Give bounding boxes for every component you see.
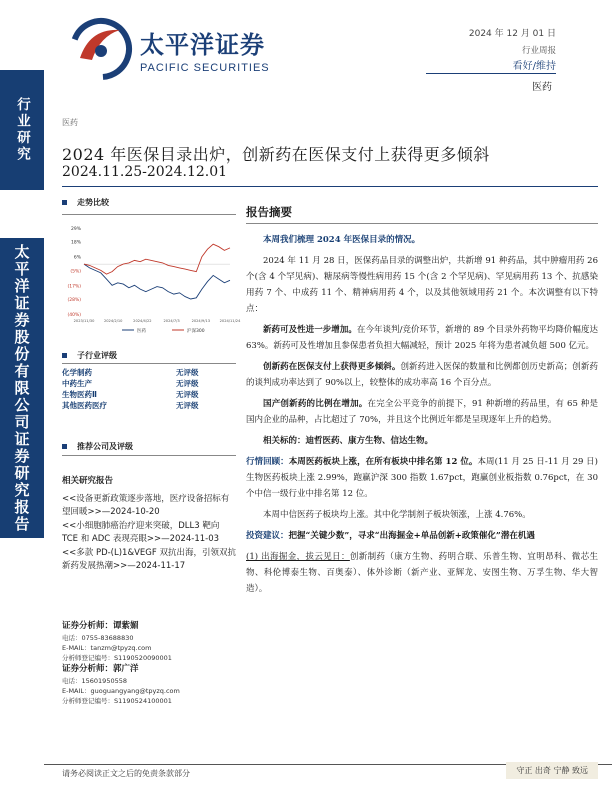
summary-paragraph	[246, 396, 598, 428]
chart-y-ticks	[67, 226, 81, 318]
sub-rating-heading	[62, 350, 117, 361]
rating-name: 其他医药医疗	[62, 401, 107, 410]
sidebar	[0, 0, 44, 792]
recommended-divider	[62, 455, 236, 456]
related-targets: 相关标的：迪哲医药、康方生物、信达生物。	[263, 436, 434, 446]
analyst-cert: 分析师登记编号：S1190520090001	[62, 654, 172, 662]
paragraph-text: 在今年谈判/竞价环节，新增的 89 个目录外药物平均降价幅度达 63%。新药可及性增加且参保患者负担大幅减轻，预计 2025 年将为患者减负超 500 亿元。	[246, 325, 598, 351]
investment-advice-emphasis: 把握“关键少数”，寻求“出海掘金+单品创新+政策催化”潜在机遇	[288, 531, 535, 541]
sub-rating-heading-text: 子行业评级	[77, 351, 117, 360]
header-meta	[469, 26, 556, 56]
investment-advice-label: 投资建议：	[246, 531, 289, 541]
header-divider	[426, 73, 556, 74]
paragraph-text: 创新药进入医保的数量和比例都创历史新高；创新药的谈判成功率达到了 90%以上，较整体的成功率高 16 个百分点。	[246, 362, 598, 388]
table-row	[62, 367, 236, 378]
legend-label: 医药	[137, 328, 146, 334]
footer-motto: 守正 出奇 宁静 致远	[506, 762, 598, 779]
advice-sub-label: (1) 出海掘金，拔云见日：	[246, 552, 350, 562]
market-review	[246, 454, 598, 502]
related-research-link[interactable]: <<设备更新政策逐步落地，医疗设备招标有望回暖>>—2024-10-20	[62, 494, 230, 517]
report-type: 行业周报	[521, 46, 556, 56]
advice-sub-text: 创新制药（康方生物、药明合联、乐普生物、宜明昂科、微芯生物、科伦博泰生物、百奥泰）、体外诊断（新产业、亚辉龙、安图生物、万孚生物、华大智造）。	[246, 552, 598, 594]
summary-lead: 本周我们梳理 2024 年医保目录的情况。	[263, 235, 421, 245]
chart-x-ticks	[74, 319, 241, 323]
related-research-title: 相关研究报告	[62, 476, 114, 486]
market-review-label: 行情回顾：	[246, 457, 289, 467]
analyst-phone: 电话：15601950558	[62, 677, 127, 685]
summary-paragraph: 本周中信医药子板块均上涨。其中化学制剂子板块领涨，上涨 4.76%。	[263, 510, 531, 520]
analyst-name: 证券分析师：谭紫媚	[62, 621, 139, 631]
section-square-icon	[62, 444, 67, 449]
rating-name: 化学制药	[62, 368, 92, 377]
x-tick-label: 2023/11/30	[73, 319, 95, 323]
rating-value: 无评级	[176, 368, 199, 377]
company-logo	[70, 18, 270, 80]
brand-name-en: PACIFIC SECURITIES	[140, 61, 270, 74]
summary-divider	[246, 223, 598, 224]
sidebar-top-band	[0, 70, 44, 190]
title-divider	[62, 186, 598, 187]
paragraph-emphasis: 新药可及性进一步增加。	[263, 325, 357, 335]
analyst-email[interactable]: E-MAIL：guoguangyang@tpyzq.com	[62, 687, 180, 695]
section-square-icon	[62, 200, 67, 205]
sidebar-bottom-band	[0, 238, 44, 538]
analyst-email[interactable]: E-MAIL：tanzm@tpyzq.com	[62, 644, 152, 652]
trend-divider	[62, 214, 236, 215]
y-tick-label: 6%	[73, 255, 81, 261]
rating-name: 中药生产	[62, 379, 92, 388]
summary-paragraph: 2024 年 11 月 28 日，医保药品目录的调整出炉，共新增 91 种药品，其中肿瘤用药 26 个(含 4 个罕见病)、糖尿病等慢性病用药 15 个(含 2 个罕见病)、罕见病用药 13 个、抗感染用药 7 个、中成药 11 个、精神病用药 4 个，以及其他领域用药 21 个。本次调整有以下特点：	[246, 256, 598, 314]
analyst-cert: 分析师登记编号：S1190524100001	[62, 697, 172, 705]
table-row	[62, 378, 236, 389]
recommended-heading	[62, 441, 133, 452]
y-tick-label: (5%)	[70, 269, 81, 275]
rating-name: 生物医药Ⅱ	[62, 390, 97, 399]
paragraph-emphasis: 创新药在医保支付上获得更多倾斜。	[263, 362, 401, 372]
investment-advice	[246, 528, 598, 544]
analyst-name: 证券分析师：郭广洋	[62, 664, 139, 674]
pacific-logo-icon	[70, 18, 132, 80]
y-tick-label: 29%	[70, 227, 81, 232]
table-row	[62, 400, 236, 411]
rating-label: 看好/维持	[512, 61, 556, 72]
x-tick-label: 2024/7/3	[163, 319, 180, 323]
summary-paragraph	[246, 322, 598, 354]
market-review-emphasis: 本周医药板块上涨，在所有板块中排名第 12 位。	[288, 457, 478, 467]
brand-name-cn: 太平洋证券	[140, 30, 265, 59]
x-tick-label: 2024/4/22	[133, 319, 152, 323]
related-research-link[interactable]: <<多款 PD-(L)1&VEGF 双抗出海，引领双抗新药发展热潮>>—2024-11-17	[62, 548, 236, 571]
table-row	[62, 389, 236, 400]
sector-label: 医药	[532, 82, 552, 93]
investment-advice-detail	[246, 549, 598, 597]
related-research-list	[62, 493, 236, 574]
category-label: 医药	[62, 118, 78, 127]
market-review-text: 本周(11 月 25 日-11 月 29 日)生物医药板块上涨 2.99%，跑赢沪深 300 指数 1.67pct，跑赢创业板指数 0.76pct，在 30 个中信一级行业中排名第 12 位。	[246, 457, 599, 499]
x-tick-label: 2024/11/24	[219, 319, 241, 323]
x-tick-label: 2024/2/10	[103, 319, 123, 323]
y-tick-label: 18%	[70, 240, 81, 246]
analysts-block	[62, 620, 236, 706]
chart-lines	[84, 244, 230, 299]
summary-title: 报告摘要	[246, 205, 292, 219]
series-line	[84, 244, 230, 274]
chart-legend	[122, 327, 205, 334]
x-tick-label: 2024/9/13	[191, 319, 211, 323]
rating-value: 无评级	[176, 379, 199, 388]
summary-body	[246, 232, 598, 602]
trend-heading-text: 走势比较	[77, 198, 109, 207]
rating-value: 无评级	[176, 390, 199, 399]
date-range: 2024.11.25-2024.12.01	[62, 164, 228, 180]
report-date: 2024 年 12 月 01 日	[468, 29, 556, 39]
legend-label: 沪深300	[187, 328, 205, 334]
sidebar-bottom-label: 太平洋证券股份有限公司证券研究报告	[12, 243, 31, 533]
recommended-heading-text: 推荐公司及评级	[77, 442, 133, 451]
series-line	[84, 264, 230, 299]
paragraph-emphasis: 国产创新药的比例在增加。	[263, 399, 368, 409]
footer-disclaimer: 请务必阅读正文之后的免责条款部分	[62, 769, 190, 778]
sub-rating-table	[62, 367, 236, 411]
trend-heading	[62, 197, 109, 208]
sub-rating-divider	[62, 363, 236, 364]
rating-value: 无评级	[176, 401, 199, 410]
related-research-link[interactable]: <<小细胞肺癌治疗迎来突破，DLL3 靶向 TCE 和 ADC 表现亮眼>>—2024-11-03	[62, 521, 220, 544]
y-tick-label: (40%)	[67, 313, 81, 318]
sidebar-top-label: 行业研究	[14, 97, 30, 163]
y-tick-label: (28%)	[67, 298, 81, 304]
summary-paragraph	[246, 359, 598, 391]
paragraph-text: 在完全公平竞争的前提下，91 种新增的药品里，有 65 种是国内企业的品种，占比超过了 70%，并且这个比例近年都是呈现逐年上升的趋势。	[246, 399, 598, 425]
analyst-phone: 电话：0755-83688830	[62, 634, 134, 642]
report-title: 2024 年医保目录出炉，创新药在医保支付上获得更多倾斜	[62, 145, 490, 164]
y-tick-label: (17%)	[67, 284, 81, 290]
section-square-icon	[62, 353, 67, 358]
trend-chart	[62, 222, 241, 340]
